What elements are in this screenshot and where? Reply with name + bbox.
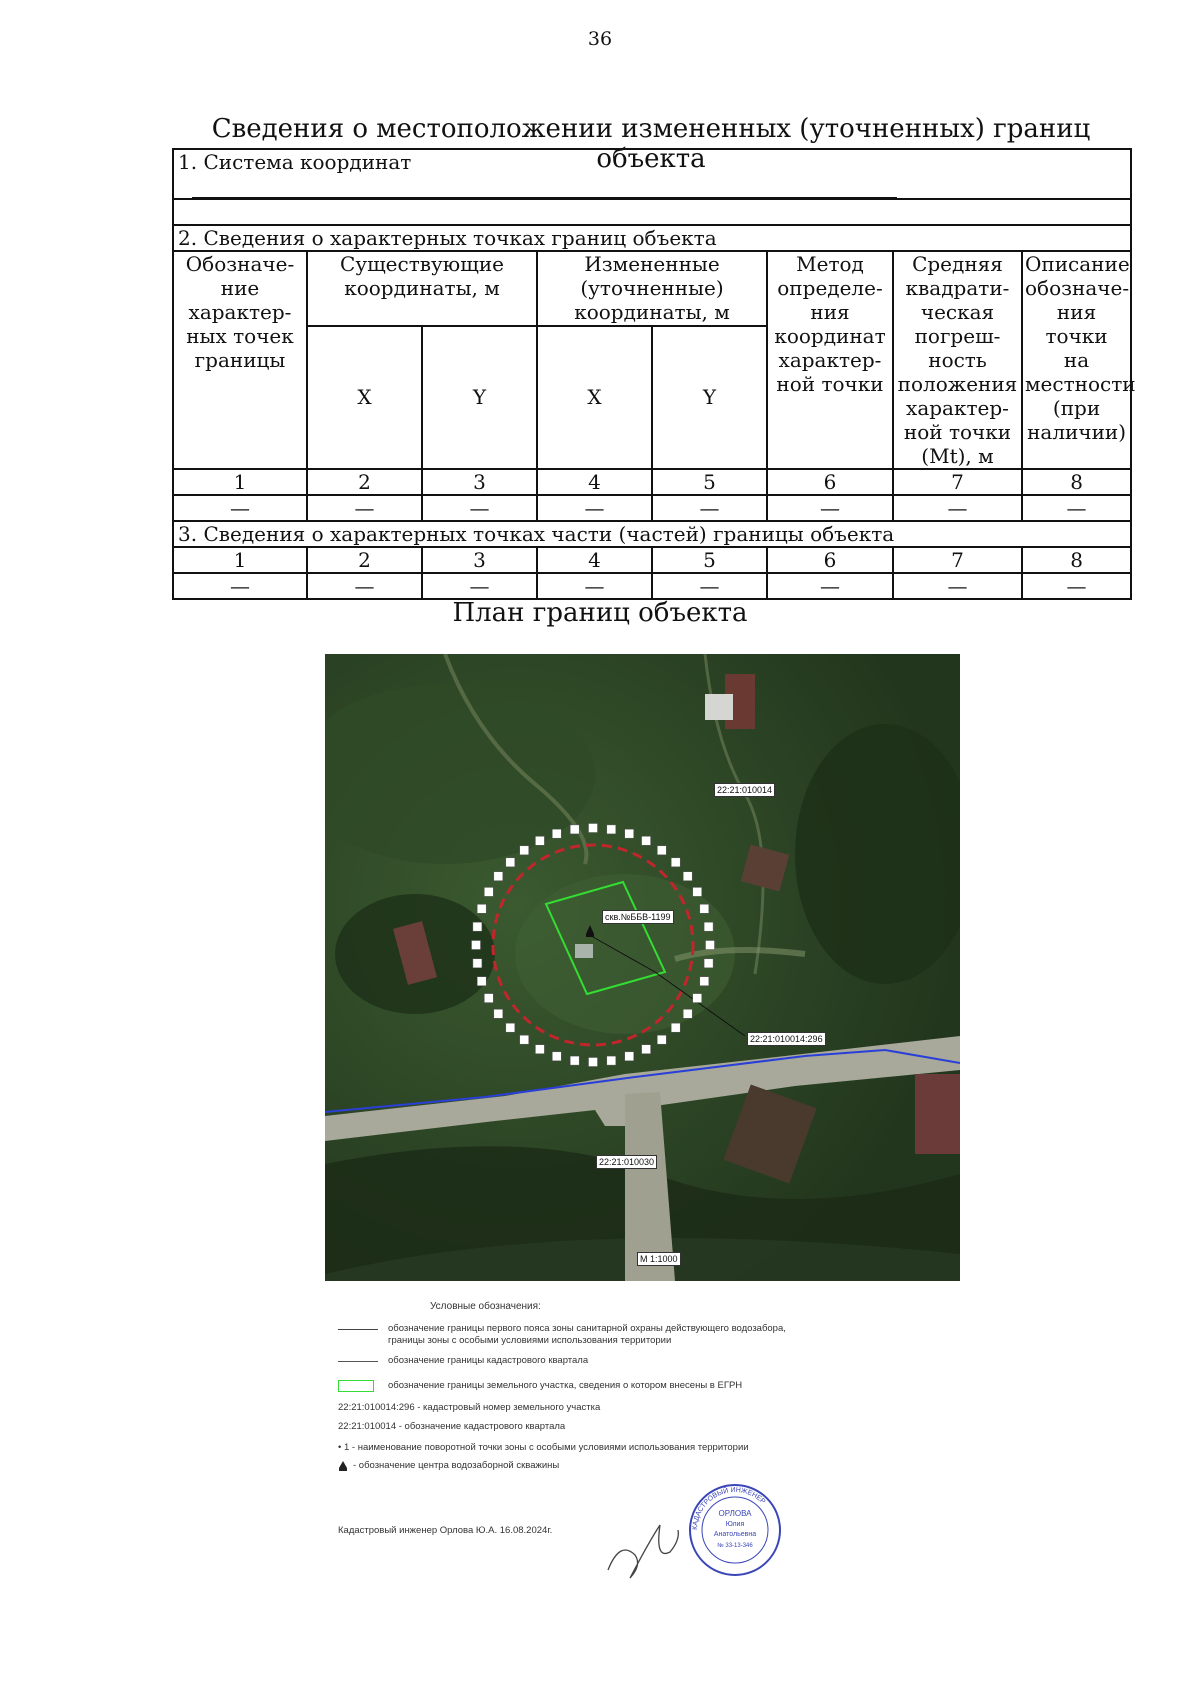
empty-cell: — [307,495,422,521]
table-row [173,469,1131,495]
legend-item-zone [338,1323,786,1347]
legend-zone-text: обозначение границы первого пояса зоны санитарной охраны действующего водозабора, границы зоны с особыми условиями использования территории [388,1323,786,1346]
zone-point-marker [693,887,702,896]
map-graphics [325,654,960,1281]
document-title: Сведения о местоположении измененных (уточненных) границ объекта [211,114,1091,174]
zone-point-marker [657,846,666,855]
column-number: 1 [173,469,307,495]
table-row [173,547,1131,573]
boundary-points-table [172,148,1136,600]
column-number: 1 [173,547,307,573]
zone-point-marker [473,922,482,931]
page-number: 36 [587,28,613,50]
zone-point-marker [506,858,515,867]
building [705,694,733,720]
empty-cell: — [1022,573,1131,599]
zone-point-marker [477,977,486,986]
blank-row [173,199,1131,225]
empty-cell: — [767,495,893,521]
column-number: 2 [307,547,422,573]
zone-point-marker [700,977,709,986]
zone-point-marker [506,1023,515,1032]
quarter-line-swatch [338,1361,378,1362]
zone-point-marker [625,829,634,838]
header-error: Средняя квадрати- ческая погреш- ность положения характер- ной точки (Mt), м [893,251,1022,469]
zone-point-marker [552,829,561,838]
header-method: Метод определе- ния координат характер- ной точки [767,251,893,469]
zone-point-marker [472,941,481,950]
zone-point-marker [693,994,702,1003]
zone-point-marker [642,836,651,845]
column-number: 5 [652,469,767,495]
zone-point-marker [494,872,503,881]
zone-point-marker [642,1045,651,1054]
zone-point-marker [520,846,529,855]
legend-well-center-text: - обозначение центра водозаборной скважины [353,1460,560,1471]
header-existing-coordinates: Существующие координаты, м [307,251,537,326]
header-changed-coordinates: Измененные (уточненные) координаты, м [537,251,767,326]
zone-point-marker [570,825,579,834]
parcel-swatch [338,1380,374,1392]
well-structure [575,944,593,958]
column-number: 4 [537,469,652,495]
zone-point-marker [683,1009,692,1018]
coordinate-system-blank-line [192,175,897,198]
zone-point-marker [607,825,616,834]
column-number: 7 [893,547,1022,573]
zone-point-marker [473,959,482,968]
zone-point-marker [520,1035,529,1044]
header-description: Описание обозначе- ния точки на местности (при наличии) [1022,251,1131,469]
zone-point-marker [589,824,598,833]
engineer-signature-line: Кадастровый инженер Орлова Ю.А. 16.08.2024г. [338,1525,553,1536]
coordinate-system-row [173,149,1131,199]
legend-item-quarter [338,1355,588,1367]
zone-point-marker [657,1035,666,1044]
signature-and-stamp [600,1480,800,1590]
column-number: 8 [1022,469,1131,495]
well-label: скв.№ББВ-1199 [602,910,674,924]
empty-cell: — [652,573,767,599]
legend-title: Условные обозначения: [430,1301,541,1312]
zone-point-marker [700,904,709,913]
well-center-icon [338,1460,348,1472]
quarter-label-top: 22:21:010014 [714,783,775,797]
empty-cell: — [173,495,307,521]
quarter-label-bottom: 22:21:010030 [596,1155,657,1169]
zone-line-swatch [338,1329,378,1330]
column-number: 2 [307,469,422,495]
column-number: 5 [652,547,767,573]
zone-point-marker [484,887,493,896]
table-row [173,495,1131,521]
column-number: 7 [893,469,1022,495]
zone-point-marker [704,922,713,931]
empty-cell: — [173,573,307,599]
zone-point-marker [484,994,493,1003]
legend-quarter-number-text: 22:21:010014 - обозначение кадастрового квартала [338,1421,566,1432]
signature [608,1525,678,1578]
column-number: 4 [537,547,652,573]
header-existing-y: Y [422,326,537,469]
stamp-name-line3: Анатольевна [713,1531,757,1538]
zone-point-marker [494,1009,503,1018]
header-changed-y: Y [652,326,767,469]
header-designation: Обозначе- ние характер- ных точек границы [173,251,307,469]
column-number: 6 [767,469,893,495]
empty-cell: — [422,573,537,599]
zone-point-marker [704,959,713,968]
stamp-number: № 33-13-346 [717,1543,753,1549]
legend-parcel-text: обозначение границы земельного участка, сведения о котором внесены в ЕГРН [388,1380,743,1391]
scale-label: М 1:1000 [637,1252,681,1266]
empty-cell: — [537,573,652,599]
stamp-name-line2: Юлия [725,1521,745,1528]
zone-point-marker [570,1056,579,1065]
zone-point-marker [671,1023,680,1032]
section3-heading: 3. Сведения о характерных точках части (частей) границы объекта [173,521,1131,547]
legend-item-point [338,1442,749,1454]
legend-item-parcel-number [338,1402,600,1414]
coordinate-system-label: 1. Система координат [178,150,412,174]
zone-point-marker [535,1045,544,1054]
empty-cell: — [422,495,537,521]
parcel-label: 22:21:010014:296 [747,1032,826,1046]
section2-heading: 2. Сведения о характерных точках границ объекта [173,225,1131,251]
table-row [173,573,1131,599]
column-number: 3 [422,469,537,495]
empty-cell: — [893,495,1022,521]
zone-point-marker [535,836,544,845]
legend-point-text: • 1 - наименование поворотной точки зоны с особыми условиями использования территории [338,1442,749,1453]
legend-item-well-center [338,1460,559,1472]
stamp-name-line1: ОРЛОВА [718,1509,752,1518]
stamp-ring-textpath: КАДАСТРОВЫЙ ИНЖЕНЕР [691,1486,767,1531]
empty-cell: — [1022,495,1131,521]
stamp-inner-ring [702,1497,768,1563]
empty-cell: — [652,495,767,521]
legend-parcel-number-text: 22:21:010014:296 - кадастровый номер земельного участка [338,1402,601,1413]
column-number: 8 [1022,547,1131,573]
zone-point-marker [607,1056,616,1065]
plan-title: План границ объекта [452,598,748,628]
header-changed-x: X [537,326,652,469]
zone-point-marker [625,1052,634,1061]
stamp-outer-ring [690,1485,780,1575]
zone-point-marker [552,1052,561,1061]
legend-item-quarter-number [338,1421,565,1433]
empty-cell: — [537,495,652,521]
empty-cell: — [307,573,422,599]
header-existing-x: X [307,326,422,469]
empty-cell: — [893,573,1022,599]
zone-point-marker [589,1058,598,1067]
legend-quarter-text: обозначение границы кадастрового квартала [388,1355,589,1366]
zone-point-marker [683,872,692,881]
satellite-map [325,654,960,1281]
column-number: 3 [422,547,537,573]
zone-point-marker [671,858,680,867]
zone-point-marker [477,904,486,913]
building [915,1074,960,1154]
empty-cell: — [767,573,893,599]
zone-point-marker [706,941,715,950]
column-number: 6 [767,547,893,573]
legend-item-parcel [338,1380,742,1392]
